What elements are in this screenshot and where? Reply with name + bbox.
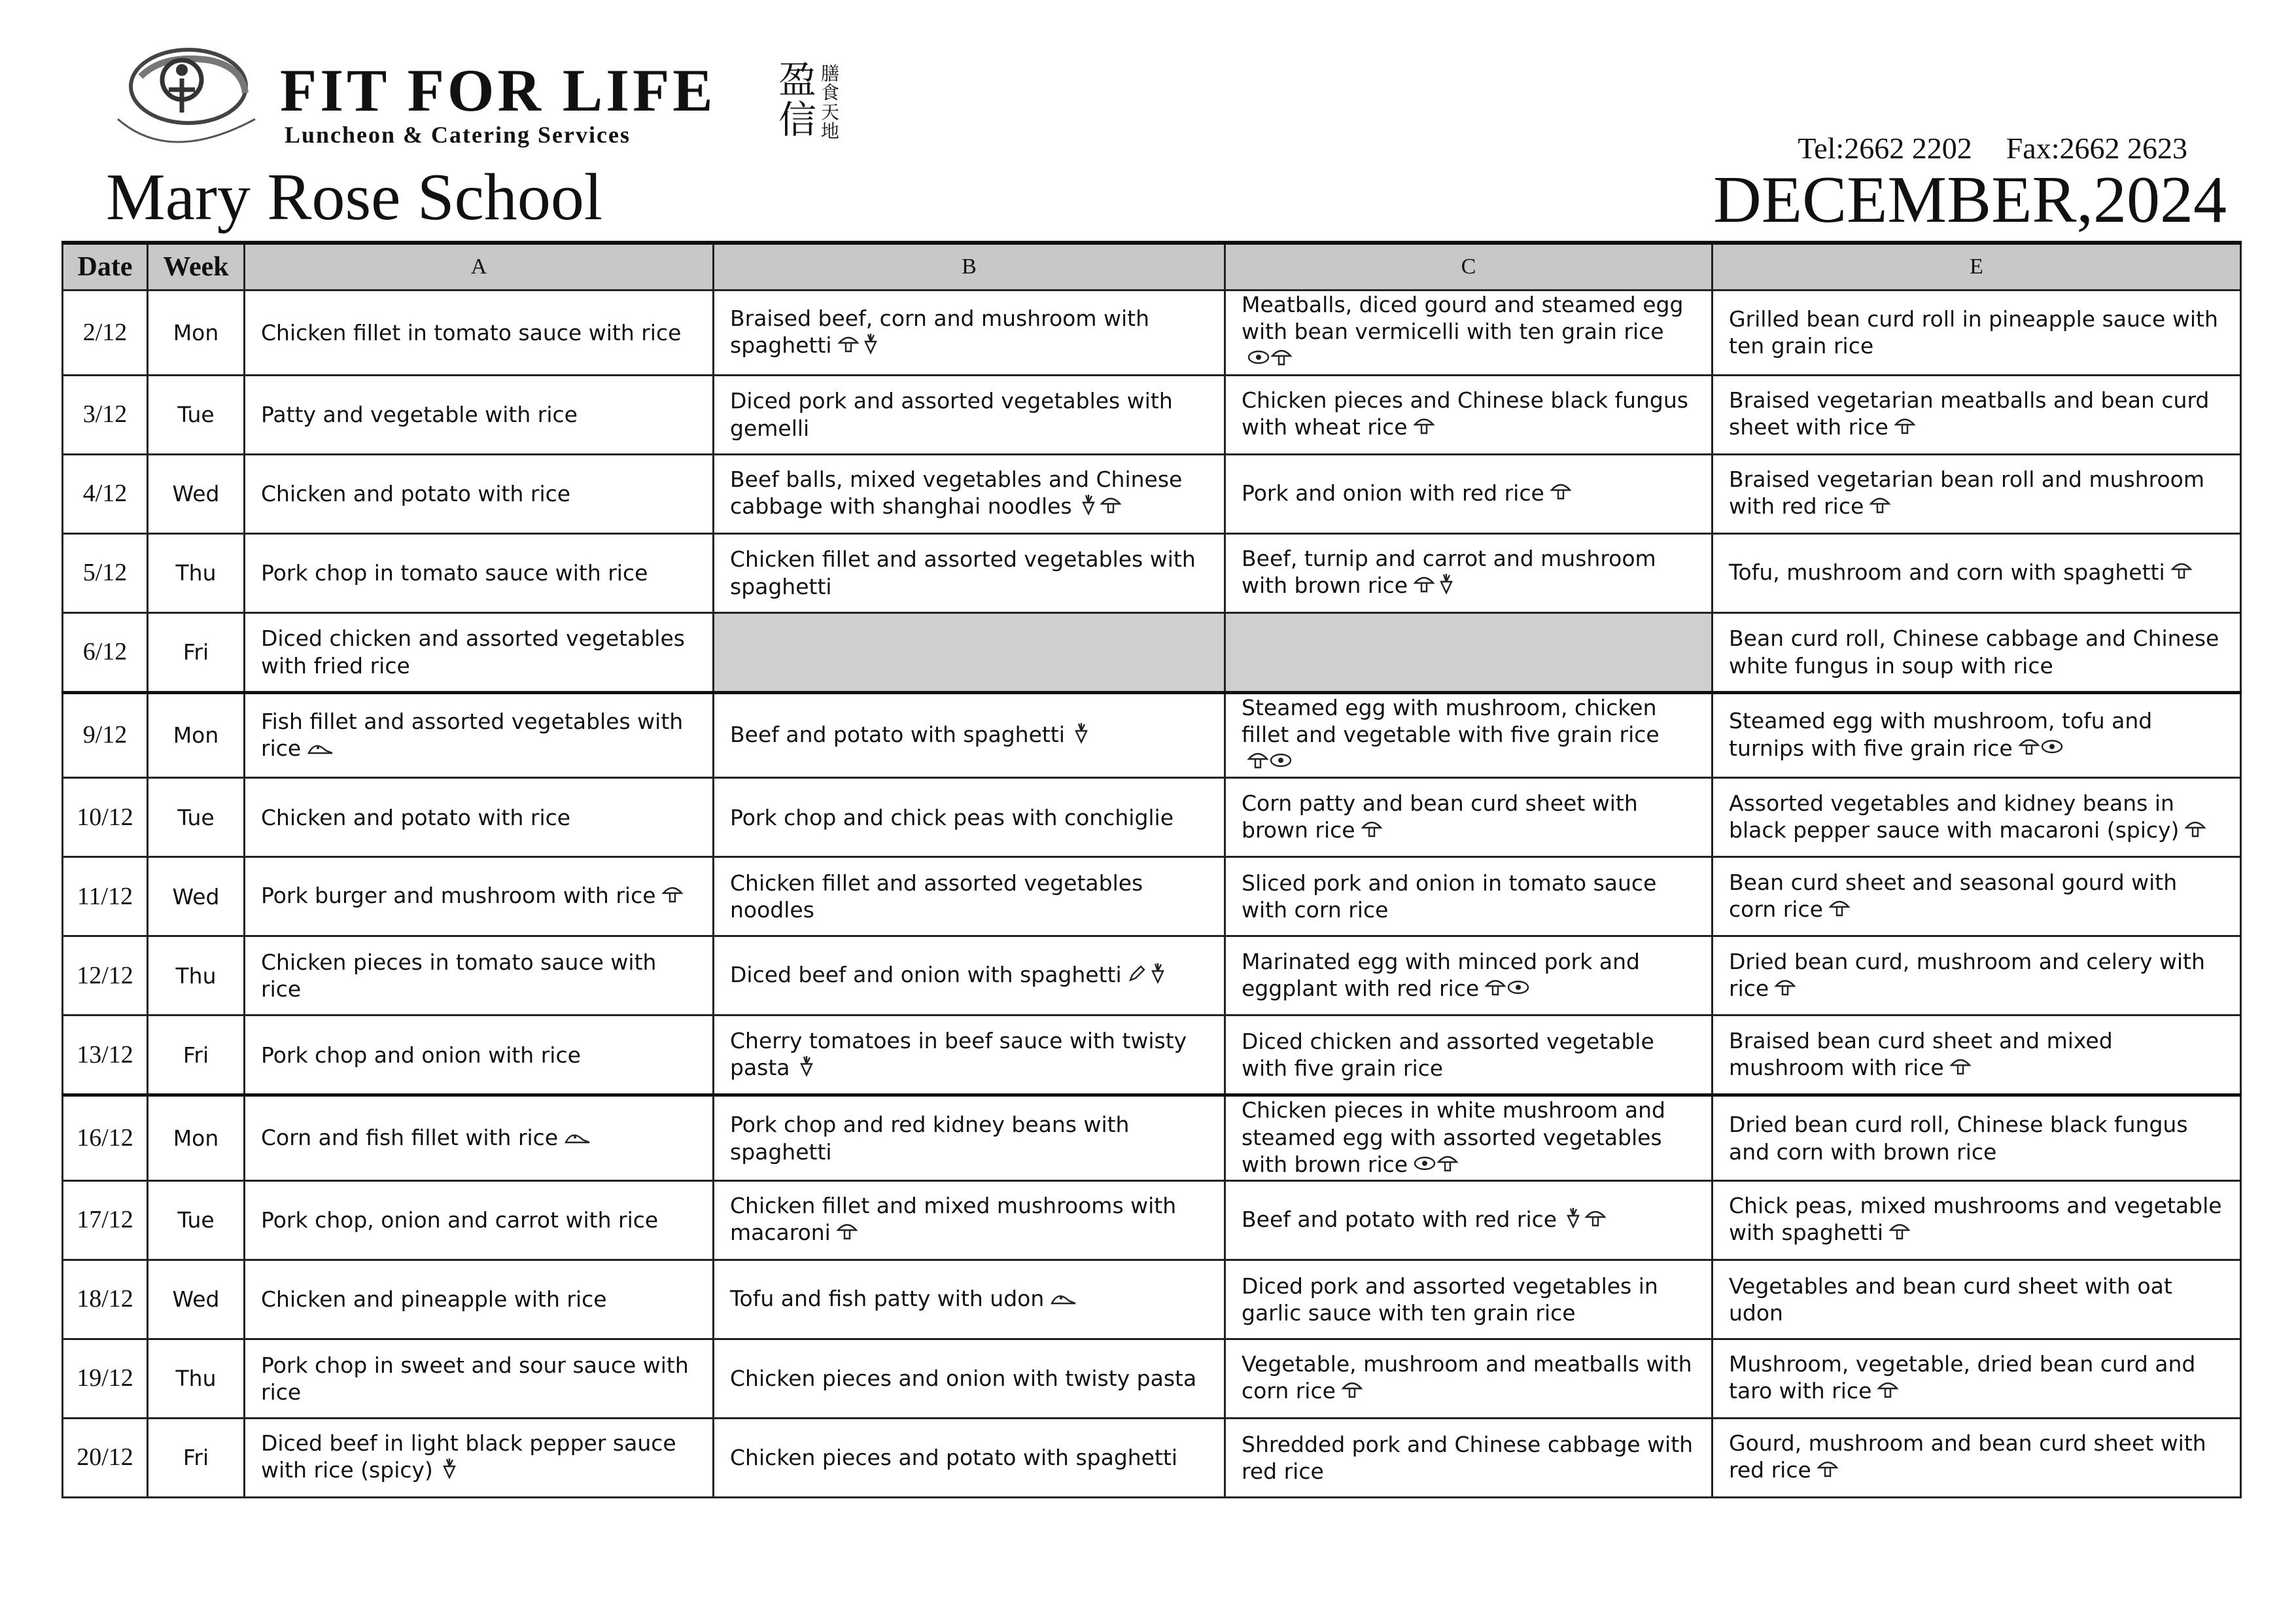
date-cell-text: 11/12 (77, 882, 133, 910)
menu-b-cell (714, 612, 1225, 692)
menu-c-cell-text: Sliced pork and onion in tomato sauce with corn rice (1242, 870, 1657, 923)
date-cell (63, 1418, 148, 1497)
dietary-icons (1949, 1055, 1972, 1080)
dietary-icons (1774, 976, 1796, 1001)
dietary-icons (1413, 573, 1457, 598)
fish-icon (1049, 1286, 1078, 1313)
brand-name: FIT FOR LIFE (280, 57, 716, 124)
menu-e-cell (1713, 1015, 2241, 1095)
date-cell-text: 16/12 (77, 1123, 133, 1152)
weekday-cell (148, 1339, 245, 1418)
menu-e-cell (1713, 533, 2241, 612)
menu-e-cell-text: Vegetables and bean curd sheet with oat udon (1729, 1273, 2172, 1326)
vegetable-icon (795, 1055, 818, 1083)
menu-b-cell-text: Pork chop and chick peas with conchiglie (730, 804, 1174, 830)
mushroom-icon (1436, 1152, 1459, 1180)
menu-e-cell (1713, 1260, 2241, 1339)
date-cell (63, 936, 148, 1015)
menu-a-cell (245, 454, 714, 533)
menu-a-cell-text: Chicken fillet in tomato sauce with rice (261, 319, 682, 345)
menu-b-cell-text: Braised beef, corn and mushroom with spaghetti (730, 305, 1150, 358)
table-row (63, 454, 2241, 533)
menu-a-cell (245, 778, 714, 857)
weekday-cell-text: Tue (177, 1207, 215, 1233)
menu-a-cell-text: Pork chop, onion and carrot with rice (261, 1207, 659, 1233)
menu-e-cell (1713, 375, 2241, 454)
menu-b-cell-text: Tofu and fish patty with udon (730, 1286, 1045, 1312)
menu-c-cell (1225, 454, 1713, 533)
table-row (63, 1095, 2241, 1181)
date-cell (63, 454, 148, 533)
date-cell-text: 3/12 (82, 400, 128, 428)
menu-c-cell (1225, 291, 1713, 376)
mushroom-icon (2184, 817, 2206, 845)
date-cell-text: 4/12 (82, 479, 128, 507)
egg-icon (1269, 749, 1293, 776)
menu-c-cell-text: Pork and onion with red rice (1242, 480, 1544, 506)
fax-number: Fax:2662 2623 (2006, 132, 2187, 165)
menu-c-cell-text: Diced pork and assorted vegetables in garlic sauce with ten grain rice (1242, 1273, 1658, 1326)
table-row (63, 1180, 2241, 1260)
menu-a-cell (245, 291, 714, 376)
menu-e-cell-text: Braised vegetarian bean roll and mushroom with red rice (1729, 466, 2204, 520)
mushroom-icon (1869, 493, 1891, 521)
menu-c-cell-text: Beef and potato with red rice (1242, 1206, 1557, 1232)
date-cell (63, 291, 148, 376)
mushroom-icon (1550, 480, 1572, 508)
menu-c-cell-text: Marinated egg with minced pork and eggplant with red rice (1242, 948, 1640, 1001)
dietary-icons (1877, 1378, 1899, 1403)
date-cell-text: 5/12 (82, 558, 128, 586)
dietary-icons (1869, 493, 1891, 519)
menu-c-cell-text: Steamed egg with mushroom, chicken fillet and vegetable with five grain rice (1242, 694, 1660, 747)
date-cell-text: 20/12 (77, 1443, 133, 1472)
date-cell-text: 6/12 (82, 637, 128, 665)
dietary-icons (438, 1457, 461, 1483)
vegetable-icon (1077, 493, 1100, 521)
egg-icon (1247, 346, 1270, 373)
menu-c-cell (1225, 375, 1713, 454)
dietary-icons (661, 883, 684, 908)
menu-c-cell-text: Meatballs, diced gourd and steamed egg with bean vermicelli with ten grain rice (1242, 292, 1684, 345)
egg-icon (1506, 976, 1530, 1003)
menu-b-cell-text: Beef and potato with spaghetti (730, 721, 1065, 747)
dietary-icons (563, 1125, 592, 1150)
menu-a-cell-text: Pork chop in tomato sauce with rice (261, 560, 648, 586)
menu-e-cell-text: Dried bean curd roll, Chinese black fungus and corn with brown rice (1729, 1112, 2188, 1165)
menu-b-cell-text: Chicken fillet and assorted vegetables with spaghetti (730, 546, 1196, 599)
menu-e-cell-text: Assorted vegetables and kidney beans in black pepper sauce with macaroni (spicy) (1729, 790, 2180, 843)
menu-a-cell (245, 1095, 714, 1181)
menu-e-cell (1713, 1095, 2241, 1181)
menu-a-cell (245, 936, 714, 1015)
weekday-cell-text: Tue (177, 402, 215, 427)
menu-a-cell-text: Fish fillet and assorted vegetables with rice (261, 708, 684, 761)
dietary-icons (836, 1220, 858, 1245)
mushroom-icon (1817, 1457, 1839, 1485)
weekday-cell (148, 1418, 245, 1497)
weekday-cell-text: Thu (175, 560, 217, 586)
table-row (63, 1015, 2241, 1095)
date-cell-text: 18/12 (77, 1285, 133, 1313)
menu-b-cell (714, 936, 1225, 1015)
header-menu-c: C (1225, 243, 1713, 291)
menu-e-cell (1713, 1418, 2241, 1497)
table-row (63, 857, 2241, 936)
weekday-cell-text: Mon (173, 319, 219, 345)
dietary-icons (2018, 735, 2064, 761)
weekday-cell-text: Fri (183, 1445, 209, 1471)
menu-e-cell (1713, 454, 2241, 533)
menu-b-cell (714, 1339, 1225, 1418)
menu-e-cell (1713, 291, 2241, 376)
mushroom-icon (1413, 573, 1435, 601)
fish-icon (306, 736, 335, 763)
weekday-cell (148, 454, 245, 533)
mushroom-icon (1894, 414, 1916, 442)
weekday-cell-text: Mon (173, 722, 219, 749)
date-cell-text: 12/12 (77, 961, 133, 989)
dietary-icons (1413, 1152, 1459, 1177)
dietary-icons (1077, 493, 1122, 519)
weekday-cell-text: Fri (183, 639, 209, 665)
menu-a-cell-text: Patty and vegetable with rice (261, 402, 578, 427)
date-cell (63, 533, 148, 612)
header-menu-a: A (245, 243, 714, 291)
weekday-cell (148, 375, 245, 454)
menu-c-cell (1225, 1418, 1713, 1497)
menu-c-cell-text: Chicken pieces and Chinese black fungus with wheat rice (1242, 387, 1688, 440)
menu-a-cell (245, 1015, 714, 1095)
menu-a-cell (245, 1260, 714, 1339)
menu-e-cell-text: Gourd, mushroom and bean curd sheet with red rice (1729, 1430, 2206, 1483)
menu-b-cell (714, 1095, 1225, 1181)
menu-e-cell-text: Mushroom, vegetable, dried bean curd and taro with rice (1729, 1351, 2196, 1404)
menu-a-cell (245, 533, 714, 612)
mushroom-icon (837, 332, 860, 361)
menu-a-cell-text: Chicken pieces in tomato sauce with rice (261, 949, 657, 1002)
menu-e-cell (1713, 857, 2241, 936)
date-cell (63, 1339, 148, 1418)
weekday-cell (148, 857, 245, 936)
table-row (63, 375, 2241, 454)
menu-a-cell-text: Pork burger and mushroom with rice (261, 883, 656, 909)
dietary-icons (1550, 480, 1572, 506)
header-week: Week (148, 243, 245, 291)
dietary-icons (1127, 962, 1169, 987)
menu-b-cell-text: Diced pork and assorted vegetables with gemelli (730, 388, 1173, 441)
menu-b-cell (714, 1260, 1225, 1339)
date-cell-text: 17/12 (77, 1206, 133, 1234)
menu-a-cell (245, 612, 714, 692)
vegetable-icon (1562, 1207, 1584, 1235)
menu-b-cell (714, 533, 1225, 612)
mushroom-icon (1247, 749, 1269, 777)
menu-c-cell-text: Corn patty and bean curd sheet with brown rice (1242, 790, 1638, 843)
mushroom-icon (836, 1220, 858, 1248)
weekday-cell (148, 778, 245, 857)
menu-b-cell-text: Chicken fillet and mixed mushrooms with macaroni (730, 1193, 1177, 1246)
menu-b-cell (714, 1180, 1225, 1260)
dietary-icons (1247, 749, 1293, 774)
menu-c-cell-text: Shredded pork and Chinese cabbage with red rice (1242, 1431, 1694, 1484)
dietary-icons (1888, 1220, 1911, 1245)
weekday-cell-text: Fri (183, 1042, 209, 1068)
menu-e-cell (1713, 1180, 2241, 1260)
date-cell (63, 612, 148, 692)
menu-b-cell (714, 1015, 1225, 1095)
menu-e-cell-text: Bean curd sheet and seasonal gourd with corn rice (1729, 869, 2178, 922)
vegetable-icon (1435, 573, 1457, 601)
menu-c-cell-text: Vegetable, mushroom and meatballs with corn rice (1242, 1351, 1692, 1404)
dietary-icons (1817, 1457, 1839, 1483)
menu-e-cell-text: Tofu, mushroom and corn with spaghetti (1729, 559, 2165, 585)
menu-body (63, 291, 2241, 1498)
menu-c-cell (1225, 1180, 1713, 1260)
menu-b-cell (714, 778, 1225, 857)
school-name: Mary Rose School (106, 160, 603, 234)
egg-icon (1413, 1152, 1436, 1179)
dietary-icons (1413, 414, 1435, 440)
date-cell-text: 19/12 (77, 1364, 133, 1392)
date-cell-text: 9/12 (82, 721, 128, 749)
menu-b-cell (714, 1418, 1225, 1497)
dietary-icons (1049, 1286, 1078, 1311)
table-row (63, 612, 2241, 692)
dietary-icons (1894, 414, 1916, 440)
weekday-cell-text: Tue (177, 804, 215, 830)
menu-b-cell (714, 375, 1225, 454)
menu-b-cell-text: Beef balls, mixed vegetables and Chinese cabbage with shanghai noodles (730, 466, 1183, 520)
weekday-cell (148, 1260, 245, 1339)
header-menu-b: B (714, 243, 1225, 291)
dietary-icons (795, 1055, 818, 1080)
table-row (63, 291, 2241, 376)
menu-a-cell-text: Pork chop in sweet and sour sauce with rice (261, 1352, 689, 1405)
menu-c-cell (1225, 692, 1713, 778)
dietary-icons (1484, 976, 1530, 1001)
dietary-icons (2170, 559, 2193, 585)
dietary-icons (1247, 346, 1293, 372)
date-cell (63, 778, 148, 857)
menu-c-cell (1225, 1339, 1713, 1418)
menu-b-cell-text: Cherry tomatoes in beef sauce with twisty pasta (730, 1027, 1187, 1080)
menu-e-cell-text: Dried bean curd, mushroom and celery with rice (1729, 948, 2205, 1001)
fish-icon (563, 1125, 592, 1152)
table-row (63, 1418, 2241, 1497)
date-cell (63, 1260, 148, 1339)
brand-chinese-side: 膳食天地 (821, 63, 840, 143)
menu-month: DECEMBER,2024 (1713, 163, 2227, 237)
mushroom-icon (1341, 1378, 1363, 1406)
menu-b-cell-text: Chicken pieces and onion with twisty pasta (730, 1366, 1197, 1392)
mushroom-icon (1949, 1055, 1972, 1083)
mushroom-icon (1270, 345, 1293, 374)
dietary-icons (1562, 1207, 1607, 1232)
vegetable-icon (1147, 962, 1169, 990)
menu-e-cell (1713, 778, 2241, 857)
date-cell (63, 857, 148, 936)
brand-logo (105, 41, 840, 171)
menu-c-cell (1225, 533, 1713, 612)
menu-c-cell (1225, 1095, 1713, 1181)
weekday-cell (148, 291, 245, 376)
date-cell-text: 10/12 (77, 803, 133, 831)
menu-e-cell-text: Chick peas, mixed mushrooms and vegetable with spaghetti (1729, 1193, 2222, 1246)
mushroom-icon (2018, 735, 2040, 763)
date-cell-text: 13/12 (77, 1040, 133, 1068)
menu-a-cell-text: Chicken and potato with rice (261, 481, 571, 506)
mushroom-icon (661, 883, 684, 911)
vegetable-icon (860, 332, 882, 361)
menu-a-cell-text: Chicken and potato with rice (261, 804, 571, 830)
menu-a-cell (245, 692, 714, 778)
weekday-cell-text: Wed (172, 481, 220, 506)
menu-a-cell (245, 1180, 714, 1260)
mushroom-icon (1361, 817, 1383, 845)
menu-e-cell (1713, 1339, 2241, 1418)
header-menu-e: E (1713, 243, 2241, 291)
menu-c-cell (1225, 1260, 1713, 1339)
weekday-cell (148, 612, 245, 692)
apple-person-logo-icon (105, 41, 268, 165)
menu-c-cell-text: Beef, turnip and carrot and mushroom with brown rice (1242, 545, 1656, 599)
mushroom-icon (1413, 414, 1435, 442)
pencil-icon (1127, 962, 1147, 989)
weekday-cell (148, 936, 245, 1015)
weekday-cell (148, 692, 245, 778)
menu-b-cell-text: Pork chop and red kidney beans with spaghetti (730, 1112, 1130, 1165)
menu-e-cell-text: Braised bean curd sheet and mixed mushroom with rice (1729, 1027, 2113, 1080)
vegetable-icon (1070, 722, 1092, 750)
menu-b-cell-text: Chicken pieces and potato with spaghetti (730, 1445, 1178, 1471)
table-row (63, 778, 2241, 857)
weekday-cell (148, 533, 245, 612)
tel-number: Tel:2662 2202 (1798, 132, 1972, 165)
menu-a-cell-text: Diced beef in light black pepper sauce with rice (spicy) (261, 1430, 676, 1483)
dietary-icons (2184, 817, 2206, 843)
table-row (63, 692, 2241, 778)
lunch-menu-table (61, 241, 2242, 1498)
dietary-icons (1361, 817, 1383, 843)
table-row (63, 1339, 2241, 1418)
table-header-row (63, 243, 2241, 291)
menu-a-cell-text: Corn and fish fillet with rice (261, 1125, 559, 1150)
menu-c-cell (1225, 857, 1713, 936)
menu-b-cell (714, 857, 1225, 936)
mushroom-icon (1774, 976, 1796, 1004)
menu-a-cell-text: Diced chicken and assorted vegetables with fried rice (261, 626, 685, 679)
menu-b-cell (714, 692, 1225, 778)
menu-b-cell-text: Diced beef and onion with spaghetti (730, 962, 1122, 988)
menu-e-cell-text: Braised vegetarian meatballs and bean curd sheet with rice (1729, 387, 2210, 440)
menu-c-cell (1225, 1015, 1713, 1095)
brand-subtitle: Luncheon & Catering Services (285, 122, 631, 148)
dietary-icons (1070, 722, 1092, 747)
date-cell-text: 2/12 (82, 318, 128, 346)
menu-e-cell (1713, 612, 2241, 692)
menu-c-cell (1225, 936, 1713, 1015)
menu-e-cell (1713, 936, 2241, 1015)
mushroom-icon (1828, 896, 1851, 925)
menu-a-cell (245, 375, 714, 454)
menu-e-cell-text: Steamed egg with mushroom, tofu and turnips with five grain rice (1729, 708, 2153, 761)
date-cell (63, 1180, 148, 1260)
menu-e-cell (1713, 692, 2241, 778)
vegetable-icon (438, 1457, 461, 1485)
menu-c-cell (1225, 612, 1713, 692)
weekday-cell-text: Wed (172, 1286, 220, 1313)
mushroom-icon (1484, 976, 1506, 1004)
brand-chinese-main: 盈信 (778, 58, 817, 142)
menu-e-cell-text: Bean curd roll, Chinese cabbage and Chinese white fungus in soup with rice (1729, 626, 2219, 679)
dietary-icons (837, 332, 882, 358)
header-date: Date (63, 243, 148, 291)
menu-a-cell (245, 1418, 714, 1497)
dietary-icons (1341, 1378, 1363, 1403)
date-cell (63, 1095, 148, 1181)
date-cell (63, 375, 148, 454)
weekday-cell-text: Wed (172, 883, 220, 909)
weekday-cell-text: Thu (175, 962, 217, 989)
mushroom-icon (1100, 493, 1122, 521)
weekday-cell (148, 1095, 245, 1181)
table-row (63, 1260, 2241, 1339)
menu-b-cell (714, 291, 1225, 376)
menu-e-cell-text: Grilled bean curd roll in pineapple sauce with ten grain rice (1729, 306, 2218, 359)
egg-icon (2040, 735, 2064, 762)
menu-c-cell-text: Diced chicken and assorted vegetable with five grain rice (1242, 1029, 1654, 1082)
menu-a-cell (245, 1339, 714, 1418)
menu-b-cell (714, 454, 1225, 533)
date-cell (63, 692, 148, 778)
menu-c-cell-text: Chicken pieces in white mushroom and steamed egg with assorted vegetables with brown rice (1242, 1097, 1665, 1177)
table-row (63, 936, 2241, 1015)
dietary-icons (1828, 896, 1851, 922)
weekday-cell-text: Thu (175, 1366, 217, 1392)
mushroom-icon (1584, 1207, 1607, 1235)
menu-a-cell-text: Chicken and pineapple with rice (261, 1286, 607, 1313)
weekday-cell-text: Mon (173, 1125, 219, 1151)
menu-c-cell (1225, 778, 1713, 857)
menu-a-cell-text: Pork chop and onion with rice (261, 1042, 581, 1068)
weekday-cell (148, 1015, 245, 1095)
mushroom-icon (1888, 1220, 1911, 1248)
mushroom-icon (2170, 559, 2193, 587)
contact-info (1798, 131, 2187, 166)
menu-b-cell-text: Chicken fillet and assorted vegetables noodles (730, 870, 1143, 923)
weekday-cell (148, 1180, 245, 1260)
mushroom-icon (1877, 1378, 1899, 1406)
dietary-icons (306, 735, 335, 761)
menu-a-cell (245, 857, 714, 936)
table-row (63, 533, 2241, 612)
date-cell (63, 1015, 148, 1095)
